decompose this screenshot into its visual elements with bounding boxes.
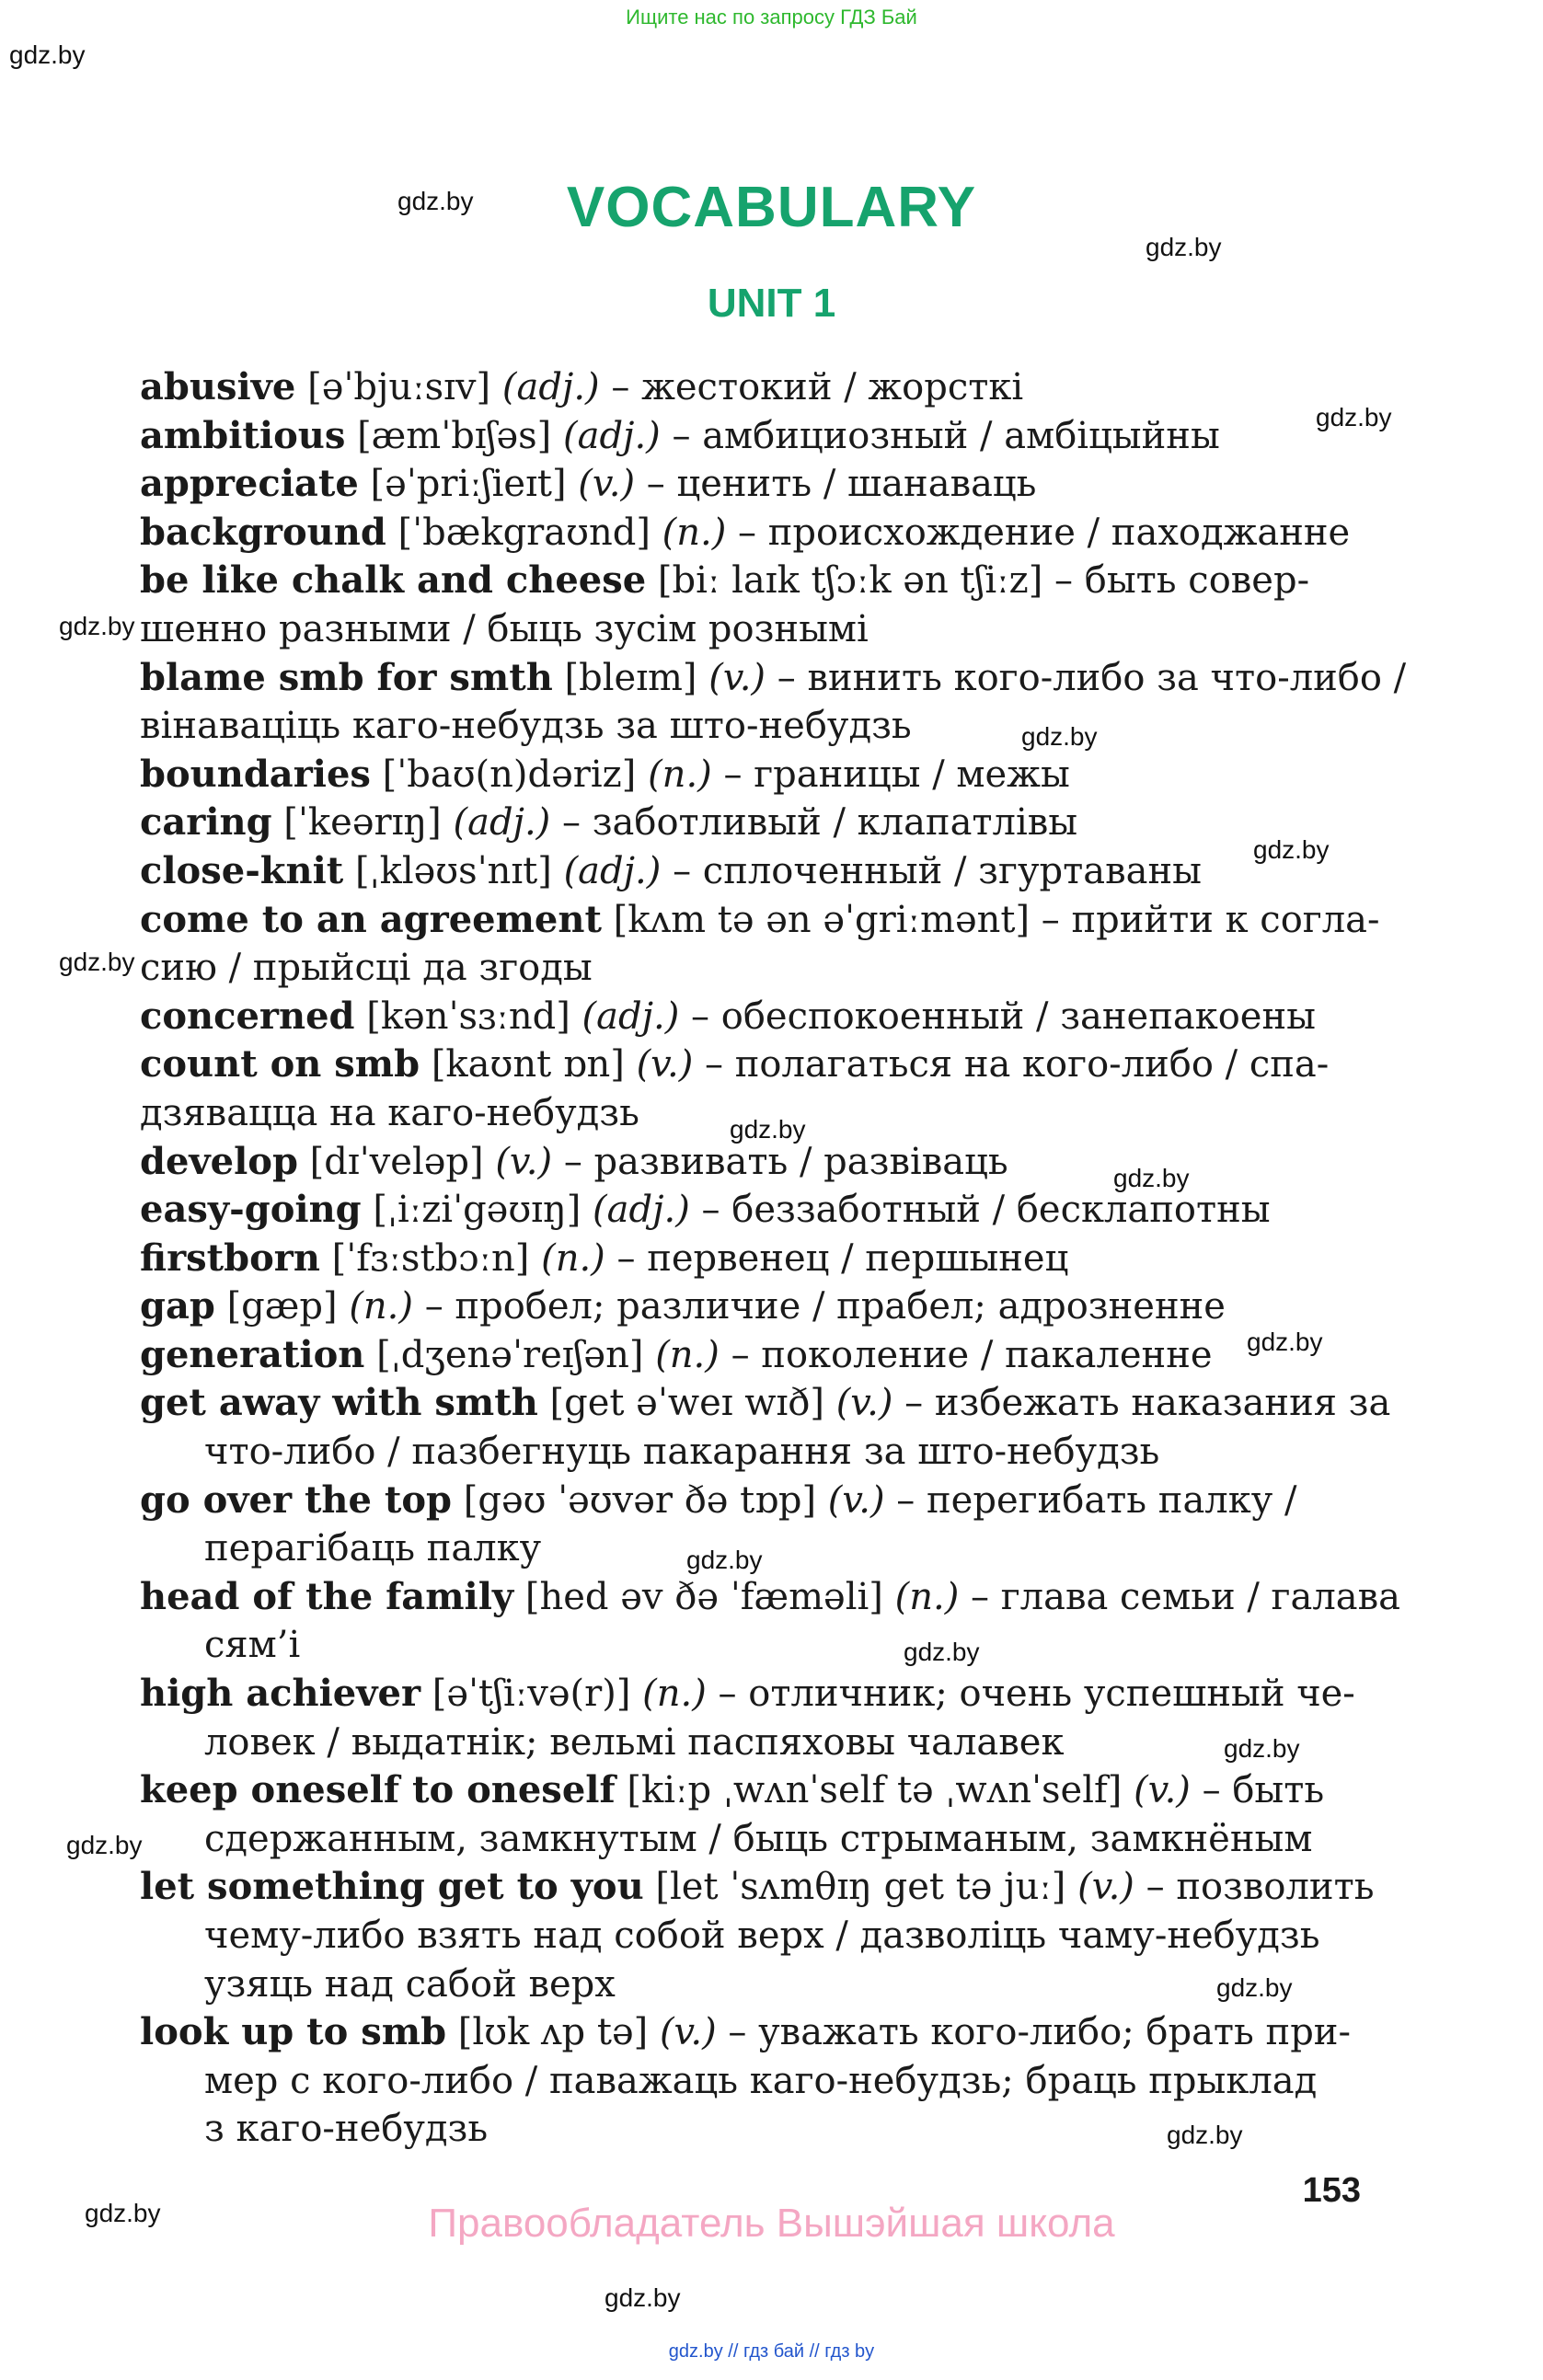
transcription: [ˈbaʊ(n)dəriz] — [370, 753, 649, 796]
definition: – пробел; различие / прабел; адрозненне — [413, 1285, 1226, 1328]
transcription: [kənˈsɜːnd] — [354, 995, 582, 1038]
vocab-term: firstborn — [140, 1236, 320, 1280]
vocab-term: look up to smb — [140, 2010, 447, 2054]
vocab-term: generation — [140, 1332, 365, 1376]
watermark: gdz.by — [1216, 1973, 1293, 2002]
watermark: gdz.by — [1224, 1734, 1300, 1763]
definition: – позволить — [1134, 1866, 1375, 1909]
vocab-term: be like chalk and cheese — [140, 558, 647, 603]
part-of-speech: (n.) — [349, 1285, 413, 1328]
vocab-term: head of the family — [140, 1574, 514, 1618]
vocab-term: caring — [140, 800, 272, 845]
definition-continuation: сдержанным, замкнутым / быць стрыманым, замкнёным — [204, 1817, 1313, 1860]
watermark: gdz.by — [904, 1638, 980, 1666]
transcription: [ˈfɜːstbɔːn] — [319, 1236, 542, 1280]
vocab-entry — [140, 1477, 1373, 1525]
vocab-entry — [140, 1573, 1400, 1622]
part-of-speech: (adj.) — [582, 995, 680, 1038]
transcription: [æmˈbɪʃəs] — [345, 414, 563, 457]
transcription: [lʊk ʌp tə] — [446, 2011, 660, 2054]
vocab-term: develop — [140, 1139, 298, 1183]
definition: – границы / межы — [711, 753, 1070, 796]
definition: – поколение / пакаленне — [719, 1333, 1213, 1376]
vocab-entry — [140, 1331, 1373, 1380]
definition-continuation: узяць над сабой верх — [204, 1962, 616, 2006]
vocab-entry — [140, 412, 1373, 461]
vocab-entry — [140, 799, 1373, 847]
watermark: gdz.by — [1113, 1164, 1190, 1192]
part-of-speech: (n.) — [648, 753, 712, 796]
transcription: [kaʊnt ɒn] — [420, 1043, 637, 1087]
part-of-speech: (v.) — [578, 463, 636, 506]
vocab-term: close-knit — [140, 848, 344, 892]
definition: – быть совер- — [1054, 559, 1310, 603]
watermark: gdz.by — [59, 948, 135, 976]
definition: – избежать наказания за — [892, 1382, 1391, 1425]
definition-continuation: перагібаць палку — [204, 1527, 542, 1570]
part-of-speech: (v.) — [1134, 1769, 1191, 1812]
watermark: gdz.by — [85, 2199, 161, 2227]
unit-heading: UNIT 1 — [707, 281, 836, 326]
transcription: [ˈbækgraʊnd] — [386, 511, 662, 554]
transcription: [ˌdʒenəˈreɪʃən] — [364, 1333, 656, 1376]
part-of-speech: (adj.) — [563, 849, 662, 892]
definition: – ценить / шанаваць — [635, 463, 1037, 506]
transcription: [ˌkləʊsˈnɪt] — [343, 849, 564, 892]
vocab-term: ambitious — [140, 413, 346, 457]
part-of-speech: (n.) — [655, 1333, 720, 1376]
definition: – жестокий / жорсткі — [599, 366, 1024, 408]
vocab-term: abusive — [140, 365, 296, 408]
definition: – первенец / першынец — [605, 1236, 1069, 1280]
definition: – глава семьи / галава — [959, 1575, 1400, 1618]
watermark: gdz.by — [730, 1115, 806, 1144]
vocab-entry — [140, 896, 1380, 945]
vocab-entry — [140, 1379, 1391, 1428]
watermark: gdz.by — [1146, 233, 1222, 261]
vocab-term: easy-going — [140, 1188, 362, 1232]
vocab-term: background — [140, 510, 386, 554]
vocab-term: high achiever — [140, 1672, 421, 1716]
definition: – уважать кого-либо; брать при- — [716, 2011, 1351, 2054]
definition: – развивать / развіваць — [552, 1140, 1008, 1183]
definition: – перегибать палку / — [884, 1478, 1297, 1522]
transcription: [ˌiːziˈgəʊɪŋ] — [361, 1189, 593, 1232]
vocab-term: count on smb — [140, 1042, 420, 1087]
vocab-entry — [140, 1138, 1373, 1187]
vocab-term: get away with smth — [140, 1381, 538, 1425]
definition-continuation: что-либо / пазбегнуць пакарання за што-небудзь — [204, 1431, 1160, 1474]
transcription: [gəʊ ˈəʊvər ðə tɒp] — [452, 1478, 828, 1522]
footer-links: gdz.by // гдз бай // гдз by — [668, 2341, 875, 2362]
watermark: gdz.by — [605, 2283, 681, 2312]
part-of-speech: (v.) — [659, 2011, 717, 2054]
transcription: [gæp] — [214, 1285, 350, 1328]
transcription: [get əˈweɪ wɪð] — [537, 1382, 836, 1425]
vocab-entry — [140, 1863, 1373, 1912]
vocab-entry — [140, 847, 1373, 896]
definition-continuation: мер с кого-либо / паважаць каго-небудзь; браць прыклад — [204, 2059, 1318, 2102]
vocab-entry — [140, 509, 1373, 558]
definition: – винить кого-либо за что-либо / — [766, 656, 1407, 699]
watermark: gdz.by — [1247, 1328, 1323, 1356]
watermark: gdz.by — [1167, 2121, 1243, 2149]
vocab-entry — [140, 654, 1407, 703]
transcription: [hed əv ðə ˈfæməli] — [513, 1575, 895, 1618]
part-of-speech: (v.) — [835, 1382, 893, 1425]
page-title: VOCABULARY — [566, 176, 977, 239]
watermark: gdz.by — [686, 1546, 763, 1574]
transcription: [kiːp ˌwʌnˈself tə ˌwʌnˈself] — [615, 1769, 1134, 1812]
definition-continuation: сию / прыйсці да згоды — [140, 947, 593, 990]
transcription: [əˈpriːʃieɪt] — [358, 463, 579, 506]
rights-holder: Правообладатель Вышэйшая школа — [428, 2201, 1115, 2246]
vocab-term: come to an agreement — [140, 897, 602, 941]
part-of-speech: (v.) — [1077, 1866, 1134, 1909]
transcription: [bleɪm] — [552, 656, 709, 699]
part-of-speech: (v.) — [708, 656, 766, 699]
watermark: gdz.by — [1316, 403, 1392, 431]
definition-continuation: шенно разными / быць зусім рознымі — [140, 607, 869, 650]
part-of-speech: (adj.) — [562, 414, 661, 457]
vocab-term: keep oneself to oneself — [140, 1768, 616, 1812]
definition: – сплоченный / згуртаваны — [661, 849, 1202, 892]
transcription: [ˈkeərɪŋ] — [271, 801, 454, 845]
transcription: [əˈbjuːsɪv] — [295, 366, 502, 408]
vocab-entry — [140, 460, 1373, 509]
vocab-entry — [140, 993, 1373, 1041]
vocab-entry — [140, 1186, 1373, 1235]
definition-continuation: чему-либо взять над собой верх / дазволіць чаму-небудзь — [204, 1914, 1320, 1957]
vocab-term: boundaries — [140, 752, 371, 796]
part-of-speech: (n.) — [642, 1673, 707, 1716]
definition: – отличник; очень успешный че- — [706, 1673, 1355, 1716]
vocab-entry — [140, 363, 1373, 412]
definition: – заботливый / клапатлівы — [550, 801, 1078, 845]
watermark: gdz.by — [9, 40, 86, 69]
watermark: gdz.by — [66, 1831, 143, 1859]
vocab-entry — [140, 1235, 1373, 1283]
part-of-speech: (adj.) — [501, 366, 600, 408]
vocab-entry — [140, 2008, 1373, 2057]
part-of-speech: (v.) — [827, 1478, 885, 1522]
vocab-term: concerned — [140, 994, 355, 1038]
definition: – полагаться на кого-либо / спа- — [693, 1043, 1330, 1087]
page-number: 153 — [1302, 2171, 1361, 2210]
definition-continuation: сям’і — [204, 1624, 301, 1667]
part-of-speech: (n.) — [662, 511, 727, 554]
part-of-speech: (v.) — [636, 1043, 694, 1087]
vocab-term: let something get to you — [140, 1865, 644, 1909]
vocabulary-list — [140, 363, 1407, 2154]
part-of-speech: (n.) — [894, 1575, 960, 1618]
vocab-entry — [140, 1670, 1373, 1719]
definition: – обеспокоенный / занепакоены — [679, 995, 1316, 1038]
definition: – быть — [1190, 1769, 1325, 1812]
transcription: [let ˈsʌmθɪŋ get tə juː] — [643, 1866, 1078, 1909]
vocab-entry — [140, 1766, 1373, 1815]
vocab-entry — [140, 751, 1373, 799]
watermark: gdz.by — [397, 187, 474, 215]
definition-continuation: з каго-небудзь — [204, 2108, 489, 2151]
part-of-speech: (adj.) — [453, 801, 551, 845]
vocab-entry — [140, 557, 1373, 605]
definition-continuation: ловек / выдатнік; вельмі паспяховы чалавек — [204, 1720, 1065, 1764]
vocab-entry — [140, 1041, 1373, 1089]
vocab-term: gap — [140, 1284, 215, 1328]
part-of-speech: (v.) — [495, 1140, 553, 1183]
transcription: [kʌm tə ən əˈgriːmənt] — [601, 898, 1042, 941]
vocab-term: appreciate — [140, 462, 359, 506]
watermark: gdz.by — [1253, 835, 1330, 864]
watermark: gdz.by — [59, 612, 135, 640]
definition: – беззаботный / бесклапотны — [689, 1189, 1271, 1232]
top-banner: Ищите нас по запросу ГДЗ Бай — [626, 6, 917, 29]
vocab-term: blame smb for smth — [140, 655, 553, 699]
vocab-entry — [140, 1282, 1373, 1331]
definition: – прийти к согла- — [1041, 898, 1380, 941]
transcription: [dɪˈveləp] — [297, 1140, 496, 1183]
part-of-speech: (adj.) — [593, 1189, 690, 1232]
definition-continuation: вінавацiць каго-небудзь за што-небудзь — [140, 705, 912, 748]
definition: – амбициозный / амбіцыйны — [660, 414, 1220, 457]
definition-continuation: дзяваццa на каго-небудзь — [140, 1091, 639, 1134]
vocab-term: go over the top — [140, 1477, 453, 1522]
part-of-speech: (n.) — [541, 1236, 605, 1280]
watermark: gdz.by — [1021, 722, 1098, 751]
definition: – происхождение / паходжанне — [726, 511, 1351, 554]
transcription: [biː laɪk tʃɔːk ən tʃiːz] — [646, 559, 1055, 603]
transcription: [əˈtʃiːvə(r)] — [420, 1673, 643, 1716]
